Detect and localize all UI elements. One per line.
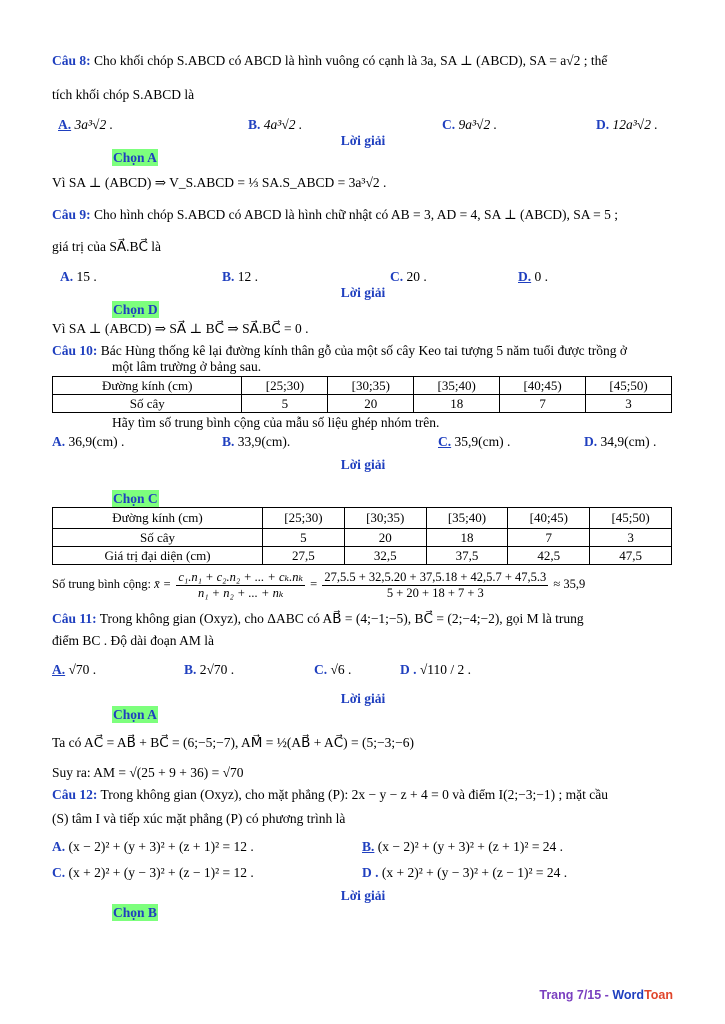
table-cell: 18	[414, 395, 500, 413]
q12-option-a	[52, 838, 254, 856]
q8-explanation: Vì SA ⊥ (ABCD) ⇒ V_S.ABCD = ⅓ SA.S_ABCD = 3a³√2 .	[52, 175, 387, 190]
q10-ask: Hãy tìm số trung bình cộng của mẫu số liệu ghép nhóm trên.	[112, 415, 440, 430]
q11-stem-line2: điểm BC . Độ dài đoạn AM là	[52, 633, 214, 648]
fraction-numerator: c₁.n₁ + c₂.n₂ + ... + cₖ.nₖ	[178, 569, 304, 584]
table-cell: [25;30)	[263, 508, 345, 529]
table-cell: 3	[586, 395, 672, 413]
q12-option-c	[52, 864, 254, 882]
table-cell: 20	[328, 395, 414, 413]
q12-stem-line1	[52, 786, 608, 804]
q12-option-d	[362, 864, 567, 882]
q10-option-b-value: 33,9(cm).	[237, 434, 291, 449]
q9-stem-line2: giá trị của SA⃗.BC⃗ là	[52, 239, 162, 254]
table-cell: 3	[590, 529, 672, 547]
q11-solution-heading: Lời giải	[340, 691, 386, 706]
table-cell: [30;35)	[328, 377, 414, 395]
table-cell: [35;40)	[426, 508, 508, 529]
q8-text1: Cho khối chóp S.ABCD có ABCD là hình vuông có cạnh là 3a, SA ⊥ (ABCD), SA = a√2 ; thể	[94, 53, 608, 68]
q12-label: Câu 12:	[52, 787, 98, 802]
q10-answer-badge: Chọn C	[113, 491, 158, 506]
q11-option-c	[314, 661, 351, 679]
table-row	[53, 508, 672, 529]
table-cell: 32,5	[344, 547, 426, 565]
table-cell: [45;50)	[586, 377, 672, 395]
q10-option-a	[52, 433, 124, 451]
table-row	[53, 377, 672, 395]
q8-option-c-letter: C.	[442, 117, 456, 132]
footer-brand-toan: Toan	[644, 988, 673, 1002]
q9-text1: Cho hình chóp S.ABCD có ABCD là hình chữ nhật có AB = 3, AD = 4, SA ⊥ (ABCD), SA = 5 ;	[94, 207, 619, 222]
table-row	[53, 547, 672, 565]
q12-option-c-letter: C.	[52, 865, 66, 880]
q8-stem-line2: tích khối chóp S.ABCD là	[52, 87, 195, 102]
table-cell: 18	[426, 529, 508, 547]
table-row	[53, 529, 672, 547]
q11-option-b	[184, 661, 234, 679]
q10-solution-heading: Lời giải	[340, 457, 386, 472]
q11-text1: Trong không gian (Oxyz), cho ΔABC có AB⃗ = (4;−1;−5), BC⃗ = (2;−4;−2), gọi M là trung	[99, 611, 584, 626]
q12-stem-line2: (S) tâm I và tiếp xúc mặt phẳng (P) có phương trình là	[52, 811, 346, 826]
q8-option-b-letter: B.	[248, 117, 261, 132]
table-row	[53, 395, 672, 413]
table-cell: 47,5	[590, 547, 672, 565]
q9-option-b-value: 12 .	[237, 269, 259, 284]
q12-option-a-letter: A.	[52, 839, 66, 854]
q10-option-b-letter: B.	[222, 434, 235, 449]
table-cell: [35;40)	[414, 377, 500, 395]
q11-explanation-1: Ta có AC⃗ = AB⃗ + BC⃗ = (6;−5;−7), AM⃗ = ½(AB⃗ + AC⃗) = (5;−3;−6)	[52, 735, 414, 750]
q9-solution-heading: Lời giải	[340, 285, 386, 300]
footer-page-number: Trang 7/15 -	[539, 988, 609, 1002]
table-cell: Đường kính (cm)	[53, 508, 263, 529]
q10-option-d-letter: D.	[584, 434, 598, 449]
q10-mean-fraction-general	[176, 570, 305, 601]
q10-option-c	[438, 433, 510, 451]
q10-option-c-value: 35,9(cm) .	[454, 434, 511, 449]
q8-option-a-value: 3a³√2 .	[74, 117, 113, 132]
q11-explanation-2: Suy ra: AM = √(25 + 9 + 36) = √70	[52, 765, 244, 780]
q8-label: Câu 8:	[52, 53, 91, 68]
q10-option-d-value: 34,9(cm) .	[600, 434, 657, 449]
q11-option-d	[400, 661, 471, 679]
q8-option-d-value: 12a³√2 .	[612, 117, 658, 132]
table-cell: 42,5	[508, 547, 590, 565]
q11-label: Câu 11:	[52, 611, 97, 626]
q12-option-d-value: (x + 2)² + (y − 3)² + (z − 1)² = 24 .	[381, 865, 568, 880]
table-cell: 27,5	[263, 547, 345, 565]
q11-option-d-letter: D .	[400, 662, 417, 677]
table-cell: 7	[508, 529, 590, 547]
q9-answer-badge: Chọn D	[113, 302, 158, 317]
table-cell: Số cây	[53, 529, 263, 547]
q10-data-table	[52, 376, 672, 413]
q11-option-a-letter: A.	[52, 662, 66, 677]
table-cell: Giá trị đại diện (cm)	[53, 547, 263, 565]
q10-label: Câu 10:	[52, 343, 98, 358]
q8-option-d-letter: D.	[596, 117, 610, 132]
q10-solution-table	[52, 507, 672, 565]
q12-text1: Trong không gian (Oxyz), cho mặt phẳng (P): 2x − y − z + 4 = 0 và điểm I(2;−3;−1) ; mặt cầu	[100, 787, 609, 802]
q10-mean-result: ≈ 35,9	[553, 577, 586, 591]
q10-option-a-letter: A.	[52, 434, 66, 449]
q8-answer-badge: Chọn A	[113, 150, 157, 165]
q9-option-a-value: 15 .	[76, 269, 97, 284]
q8-solution-heading: Lời giải	[340, 133, 386, 148]
q12-answer-badge: Chọn B	[113, 905, 157, 920]
q11-option-a-value: √70 .	[68, 662, 97, 677]
q10-option-a-value: 36,9(cm) .	[68, 434, 125, 449]
q10-option-b	[222, 433, 290, 451]
table-cell: [45;50)	[590, 508, 672, 529]
table-cell: 7	[500, 395, 586, 413]
q10-mean-symbol: x̄ =	[154, 577, 172, 591]
fraction-numerator: 27,5.5 + 32,5.20 + 37,5.18 + 42,5.7 + 47,5.3	[324, 569, 547, 584]
q11-option-a	[52, 661, 96, 679]
q10-mean-label: Số trung bình cộng:	[52, 577, 151, 591]
table-cell: 5	[242, 395, 328, 413]
q11-option-d-value: √110 / 2 .	[419, 662, 472, 677]
q12-option-b-value: (x − 2)² + (y + 3)² + (z + 1)² = 24 .	[377, 839, 564, 854]
q10-stem-line2: một lâm trường ở bảng sau.	[112, 359, 262, 374]
q12-option-c-value: (x + 2)² + (y − 3)² + (z − 1)² = 12 .	[68, 865, 254, 880]
q10-text1: Bác Hùng thống kê lại đường kính thân gỗ của một số cây Keo tai tượng 5 năm tuổi được trồng ở	[100, 343, 628, 358]
table-cell: [25;30)	[242, 377, 328, 395]
table-cell: 5	[263, 529, 345, 547]
fraction-denominator: 5 + 20 + 18 + 7 + 3	[386, 585, 484, 600]
q11-option-c-value: √6 .	[330, 662, 352, 677]
q8-option-b-value: 4a³√2 .	[263, 117, 303, 132]
q10-option-c-letter: C.	[438, 434, 452, 449]
table-cell: 20	[344, 529, 426, 547]
q9-option-c-value: 20 .	[406, 269, 427, 284]
q9-option-c-letter: C.	[390, 269, 404, 284]
q11-option-b-letter: B.	[184, 662, 197, 677]
q9-label: Câu 9:	[52, 207, 91, 222]
q12-option-a-value: (x − 2)² + (y + 3)² + (z + 1)² = 12 .	[68, 839, 254, 854]
q10-mean-fraction-values	[322, 570, 548, 601]
q11-option-b-value: 2√70 .	[199, 662, 235, 677]
q8-option-c-value: 9a³√2 .	[458, 117, 497, 132]
q9-option-d-value: 0 .	[534, 269, 548, 284]
q9-explanation: Vì SA ⊥ (ABCD) ⇒ SA⃗ ⊥ BC⃗ ⇒ SA⃗.BC⃗ = 0 .	[52, 321, 309, 336]
q9-option-a-letter: A.	[60, 269, 74, 284]
table-cell: [40;45)	[508, 508, 590, 529]
footer-brand-word: Word	[612, 988, 645, 1002]
q11-option-c-letter: C.	[314, 662, 328, 677]
table-cell: Số cây	[53, 395, 242, 413]
q10-option-d	[584, 433, 656, 451]
q9-stem-line1	[52, 206, 618, 224]
q10-mean-formula	[52, 568, 585, 601]
q12-option-b	[362, 838, 563, 856]
q8-stem-line1	[52, 52, 607, 70]
fraction-denominator: n₁ + n₂ + ... + nₖ	[197, 585, 284, 600]
q8-option-a-letter: A.	[58, 117, 72, 132]
table-cell: 37,5	[426, 547, 508, 565]
q9-option-d-letter: D.	[518, 269, 532, 284]
equals-sign: =	[310, 577, 318, 591]
q11-answer-badge: Chọn A	[113, 707, 157, 722]
q12-solution-heading: Lời giải	[340, 888, 386, 903]
table-cell: Đường kính (cm)	[53, 377, 242, 395]
page-footer	[539, 988, 673, 1002]
q11-stem-line1	[52, 610, 584, 628]
q9-option-b-letter: B.	[222, 269, 235, 284]
q12-option-b-letter: B.	[362, 839, 375, 854]
table-cell: [30;35)	[344, 508, 426, 529]
q12-option-d-letter: D .	[362, 865, 379, 880]
table-cell: [40;45)	[500, 377, 586, 395]
